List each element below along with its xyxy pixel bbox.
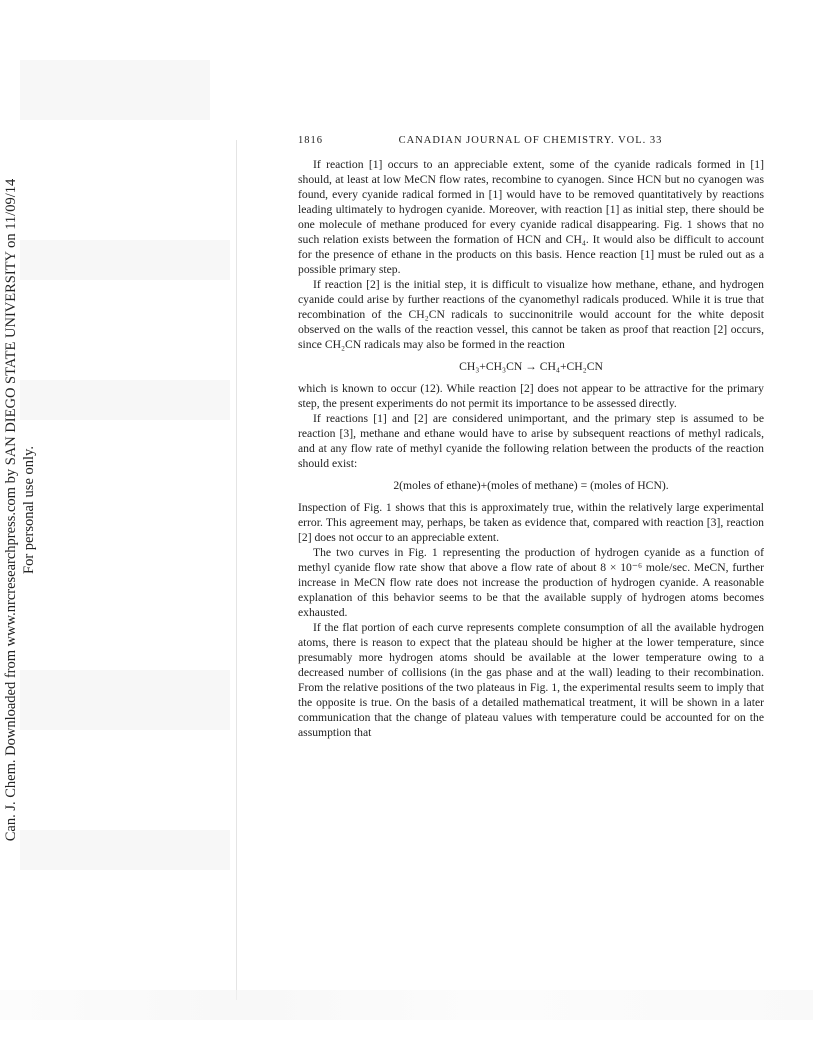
paragraph: If reaction [2] is the initial step, it is difficult to visualize how methane, ethane, and hydrogen cyanide could arise by further reactions of the cyanomethyl radicals produced. While it is true that recombination of the CH₂CN radicals to succinonitrile would account for the white deposit observed on the walls of the reaction vessel, this cannot be taken as proof that reaction [2] occurs, since CH₂CN radicals may also be formed in the reaction bbox=[298, 278, 764, 351]
running-header bbox=[298, 135, 763, 149]
equation: 2(moles of ethane)+(moles of methane) = (moles of HCN). bbox=[393, 479, 669, 492]
paragraph: If reactions [1] and [2] are considered unimportant, and the primary step is assumed to be reaction [3], methane and ethane would have to arise by subsequent reactions of methyl radicals, and at any flow rate of methyl cyanide the following relation between the products of the reaction should exist: bbox=[298, 412, 764, 470]
paragraph: If reaction [1] occurs to an appreciable extent, some of the cyanide radicals formed in [1] should, at least at low MeCN flow rates, recombine to cyanogen. Since HCN but no cyanogen was found, every cyanide radical formed in [1] would have to be removed quantitatively by reactions leading ultimately to hydrogen cyanide. Moreover, with reaction [1] as initial step, there should be one molecule of methane produced for every cyanide radical disappearing. Fig. 1 shows that no such relation exists between the formation of HCN and CH₄. It would also be difficult to account for the presence of ethane in the products on this basis. Hence reaction [1] must be ruled out as a possible primary step. bbox=[298, 158, 764, 276]
paragraph: The two curves in Fig. 1 representing the production of hydrogen cyanide as a function of methyl cyanide flow rate show that above a flow rate of about 8 × 10⁻⁶ mole/sec. MeCN, further increase in MeCN flow rate does not increase the production of hydrogen cyanide. A reasonable explanation of this behavior seems to be that the available supply of hydrogen atoms becomes exhausted. bbox=[298, 546, 764, 619]
bleed-through-shadow bbox=[20, 380, 230, 420]
paragraph: If the flat portion of each curve represents complete consumption of all the available hydrogen atoms, there is reason to expect that the plateau should be higher at the lower temperature, since presumably more hydrogen atoms should be available at the lower temperature owing to a decreased number of collisions (in the gas phase and at the wall) leading to their recombination. From the relative positions of the two plateaus in Fig. 1, the experimental results seem to imply that the opposite is true. On the basis of a detailed mathematical treatment, it will be shown in a later communication that the change of plateau values with temperature could be accounted for on the assumption that bbox=[298, 621, 764, 739]
paragraph: Inspection of Fig. 1 shows that this is approximately true, within the relatively large experimental error. This agreement may, perhaps, be taken as evidence that, compared with reaction [3], reaction [2] does not occur to an appreciable extent. bbox=[298, 501, 764, 544]
bleed-through-shadow bbox=[20, 60, 210, 120]
article-body bbox=[298, 157, 764, 740]
journal-title: CANADIAN JOURNAL OF CHEMISTRY. VOL. 33 bbox=[398, 135, 663, 146]
bleed-through-shadow bbox=[20, 240, 230, 280]
bleed-through-shadow bbox=[20, 670, 230, 730]
scan-artifact bbox=[0, 990, 813, 1020]
bleed-through-shadow bbox=[20, 830, 230, 870]
page-number: 1816 bbox=[298, 135, 323, 146]
download-notice-line: Can. J. Chem. Downloaded from www.nrcresearchpress.com by SAN DIEGO STATE UNIVERSITY on 11/09/14 bbox=[3, 178, 19, 842]
personal-use-notice: For personal use only. bbox=[21, 446, 37, 574]
paragraph: which is known to occur (12). While reaction [2] does not appear to be attractive for the primary step, the present experiments do not permit its importance to be assessed directly. bbox=[298, 382, 764, 410]
page-gutter-line bbox=[236, 140, 237, 1000]
equation: CH₃+CH₃CN → CH₄+CH₂CN bbox=[459, 360, 603, 373]
